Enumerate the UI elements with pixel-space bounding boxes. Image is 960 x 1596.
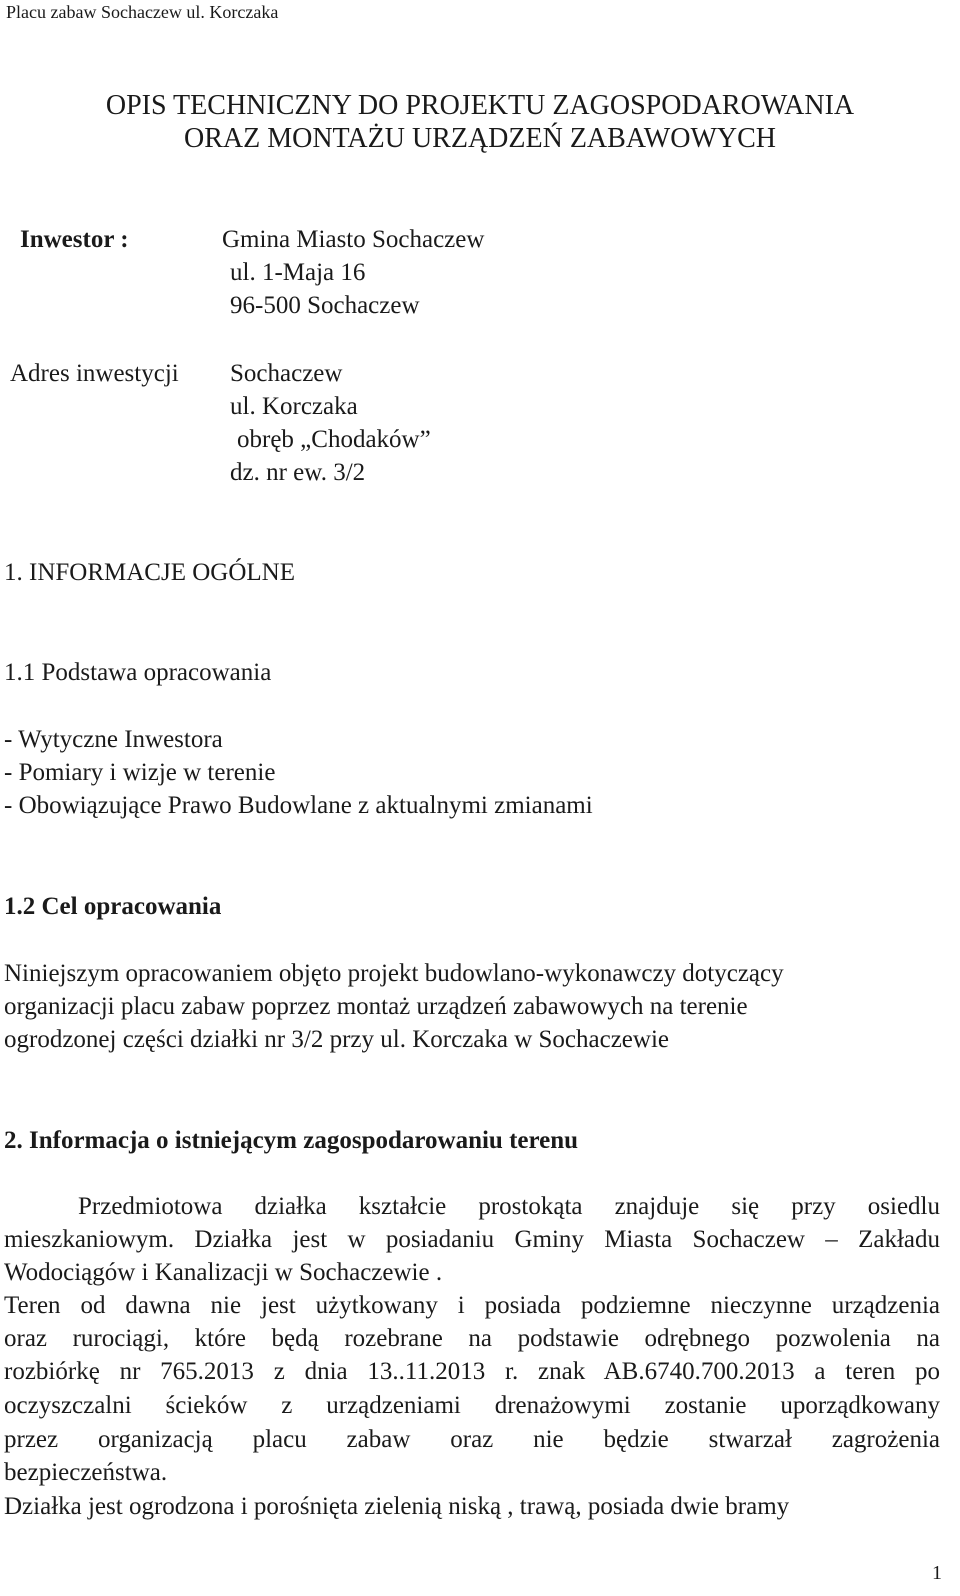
list-item: - Obowiązujące Prawo Budowlane z aktualnymi zmianami [4, 792, 593, 819]
paragraph-line: Wodociągów i Kanalizacji w Sochaczewie . [4, 1259, 443, 1286]
address-label: Adres inwestycji [10, 360, 179, 387]
section-1-1-heading: 1.1 Podstawa opracowania [4, 659, 272, 686]
address-line-2: ul. Korczaka [230, 393, 358, 420]
paragraph-line: Działka jest ogrodzona i porośnięta zielenią niską , trawą, posiada dwie bramy [4, 1493, 790, 1520]
paragraph-line: organizacji placu zabaw poprzez montaż urządzeń zabawowych na terenie [4, 993, 748, 1020]
paragraph-line: mieszkaniowym. Działka jest w posiadaniu Gminy Miasta Sochaczew – Zakładu [4, 1226, 940, 1253]
section-2-heading: 2. Informacja o istniejącym zagospodarowaniu terenu [4, 1127, 579, 1154]
paragraph-line: Teren od dawna nie jest użytkowany i posiada podziemne nieczynne urządzenia [4, 1292, 940, 1319]
paragraph-line: oczyszczalni ścieków z urządzeniami drenażowymi zostanie uporządkowany [4, 1392, 940, 1419]
address-line-1: Sochaczew [230, 360, 343, 387]
investor-line-1: Gmina Miasto Sochaczew [222, 226, 485, 253]
document-title-line-1: OPIS TECHNICZNY DO PROJEKTU ZAGOSPODAROWANIA [105, 90, 855, 121]
paragraph-line: bezpieczeństwa. [4, 1459, 168, 1486]
list-item: - Pomiary i wizje w terenie [4, 759, 276, 786]
investor-line-2: ul. 1-Maja 16 [230, 259, 366, 286]
section-1-2-heading: 1.2 Cel opracowania [4, 893, 222, 920]
list-item: - Wytyczne Inwestora [4, 726, 223, 753]
investor-label: Inwestor : [20, 226, 129, 253]
paragraph-line: oraz rurociągi, które będą rozebrane na podstawie odrębnego pozwolenia na [4, 1325, 940, 1352]
paragraph-line: ogrodzonej części działki nr 3/2 przy ul. Korczaka w Sochaczewie [4, 1026, 669, 1053]
page-number: 1 [932, 1562, 942, 1584]
paragraph-line: rozbiórkę nr 765.2013 z dnia 13..11.2013 r. znak AB.6740.700.2013 a teren po [4, 1358, 940, 1385]
address-line-4: dz. nr ew. 3/2 [230, 459, 366, 486]
document-title-line-2: ORAZ MONTAŻU URZĄDZEŃ ZABAWOWYCH [183, 123, 776, 154]
paragraph-line: Przedmiotowa działka kształcie prostokąta znajduje się przy osiedlu [78, 1193, 940, 1220]
address-line-3: obręb „Chodaków” [237, 426, 431, 453]
paragraph-line: Niniejszym opracowaniem objęto projekt budowlano-wykonawczy dotyczący [4, 960, 784, 987]
paragraph-line: przez organizacją placu zabaw oraz nie będzie stwarzał zagrożenia [4, 1426, 940, 1453]
page-header: Placu zabaw Sochaczew ul. Korczaka [6, 2, 279, 22]
section-1-heading: 1. INFORMACJE OGÓLNE [4, 559, 295, 586]
investor-line-3: 96-500 Sochaczew [230, 292, 420, 319]
